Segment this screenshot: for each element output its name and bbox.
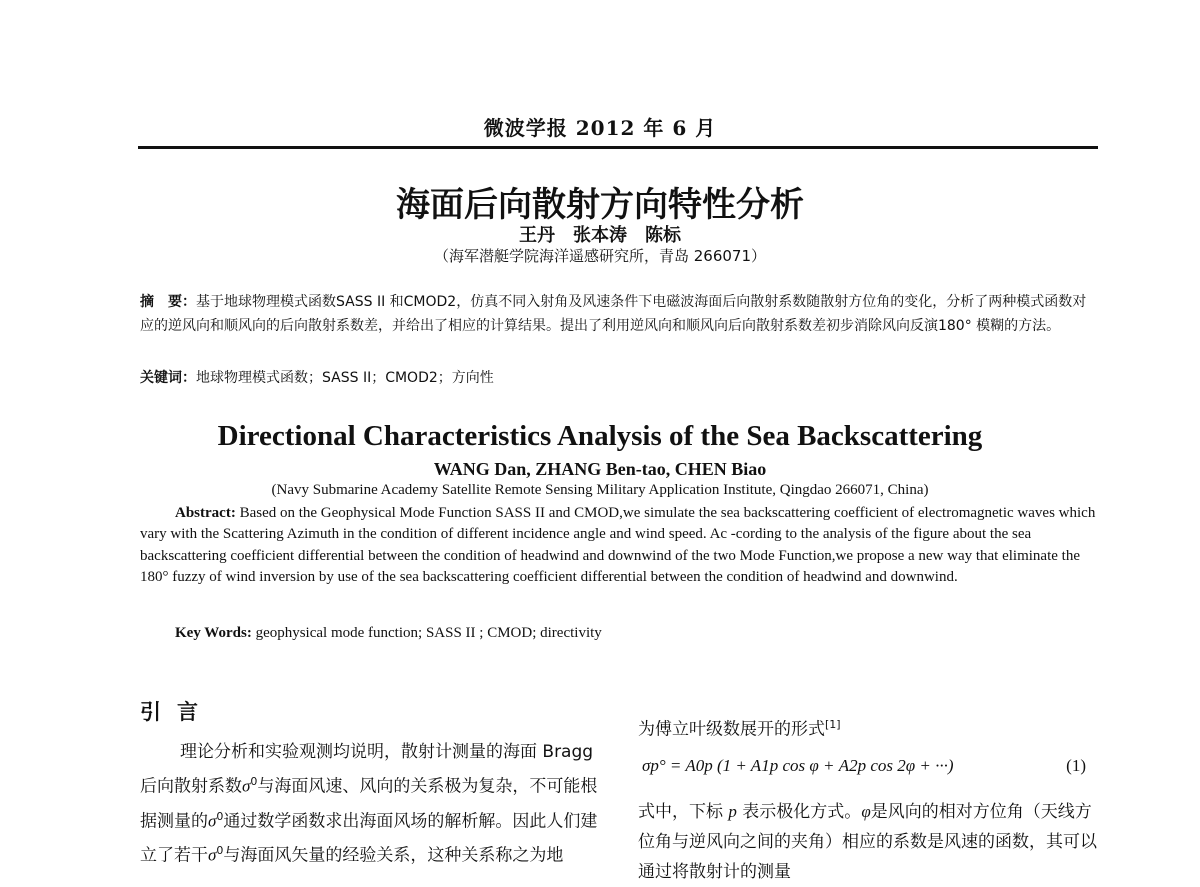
body-right-intro <box>638 710 1103 745</box>
body-right-column <box>638 797 1103 887</box>
body-text: 与海面风速、风向的关系极为复杂，不可能根据测量的 <box>140 776 598 832</box>
body-left-column <box>140 737 605 871</box>
body-text: 通过数学函数求出海面风场的解析解。因此人们建立了若干 <box>140 811 598 866</box>
keywords-en-text: geophysical mode function; SASS II ; CMOD; directivity <box>255 625 602 641</box>
keywords-en-label: Key Words: <box>175 625 252 641</box>
equation-1 <box>642 756 1094 786</box>
superscript: 0 <box>216 844 224 858</box>
superscript: 0 <box>216 809 224 823</box>
abstract-cn <box>140 290 1095 338</box>
sigma-symbol: σ <box>208 845 217 865</box>
journal-header: 微波学报 2012 年 6 月 <box>483 116 717 140</box>
section-heading-intro: 引言 <box>140 700 214 724</box>
authors-cn: 王丹 张本涛 陈标 <box>519 225 681 246</box>
paper-title-en: Directional Characteristics Analysis of the Sea Backscattering <box>217 420 983 452</box>
equation-number: (1) <box>1066 756 1086 775</box>
equation-expression: σp° = A0p (1 + A1p cos φ + A2p cos 2φ + ···) <box>642 756 954 775</box>
abstract-en-label: Abstract: <box>175 505 236 521</box>
body-text: 理论分析和实验观测均说明，散射计测量的海面 Bragg 后向散射系数 <box>140 742 594 797</box>
body-text: 表示极化方式。 <box>736 802 862 822</box>
affiliation-en: (Navy Submarine Academy Satellite Remote Sensing Military Application Institute, Qingdao 266071, China) <box>271 482 929 498</box>
body-text: 式中，下标 <box>638 802 729 822</box>
keywords-cn-label: 关键词： <box>140 370 196 386</box>
paper-title-cn: 海面后向散射方向特性分析 <box>396 185 804 225</box>
sigma-symbol: σ <box>208 811 217 831</box>
symbol-p: p <box>728 802 737 821</box>
abstract-en <box>140 503 1100 589</box>
citation-ref: [1] <box>825 718 841 731</box>
authors-en: WANG Dan, ZHANG Ben-tao, CHEN Biao <box>433 459 767 479</box>
superscript: 0 <box>250 775 258 788</box>
abstract-cn-label: 摘 要： <box>140 294 196 310</box>
abstract-cn-text: 基于地球物理模式函数SASS II 和CMOD2，仿真不同入射角及风速条件下电磁波海面后向散射系数随散射方位角的变化，分析了两种模式函数对应的逆风向和顺风向的后向散射系数差，并给出了相应的计算结果。提出了利用逆风向和顺风向后向散射系数差初步消除风向反演180° 模糊的方法。 <box>140 294 1087 334</box>
body-text: 为傅立叶级数展开的形式 <box>638 719 825 740</box>
keywords-cn-text: 地球物理模式函数；SASS II；CMOD2；方向性 <box>196 370 494 386</box>
body-text: 与海面风矢量的经验关系，这种关系称之为地 <box>223 845 564 866</box>
affiliation-cn: （海军潜艇学院海洋遥感研究所，青岛 266071） <box>433 247 767 265</box>
header-rule <box>138 146 1098 149</box>
keywords-cn <box>140 366 1095 390</box>
keywords-en <box>175 625 602 642</box>
abstract-en-text: Based on the Geophysical Mode Function SASS II and CMOD,we simulate the sea backscattering coefficient of electromagnetic waves which vary with the Scattering Azimuth in the condition of different incidence angle and wind speed. Ac -cording to the analysis of the figure about the sea backscattering coefficient differential between the condition of headwind and downwind of the two Mode Function,we propose a new way that eliminate the 180° fuzzy of wind inversion by use of the sea backscattering coefficient differential between the condition of headwind and downwind. <box>140 505 1096 586</box>
sigma-symbol: σ <box>242 776 251 796</box>
symbol-phi: φ <box>861 802 871 821</box>
body-text: 是风向的相对方位角（天线方位角与逆风向之间的夹角）相应的系数是风速的函数，其可以通过将散射计的测量 <box>638 802 1097 882</box>
